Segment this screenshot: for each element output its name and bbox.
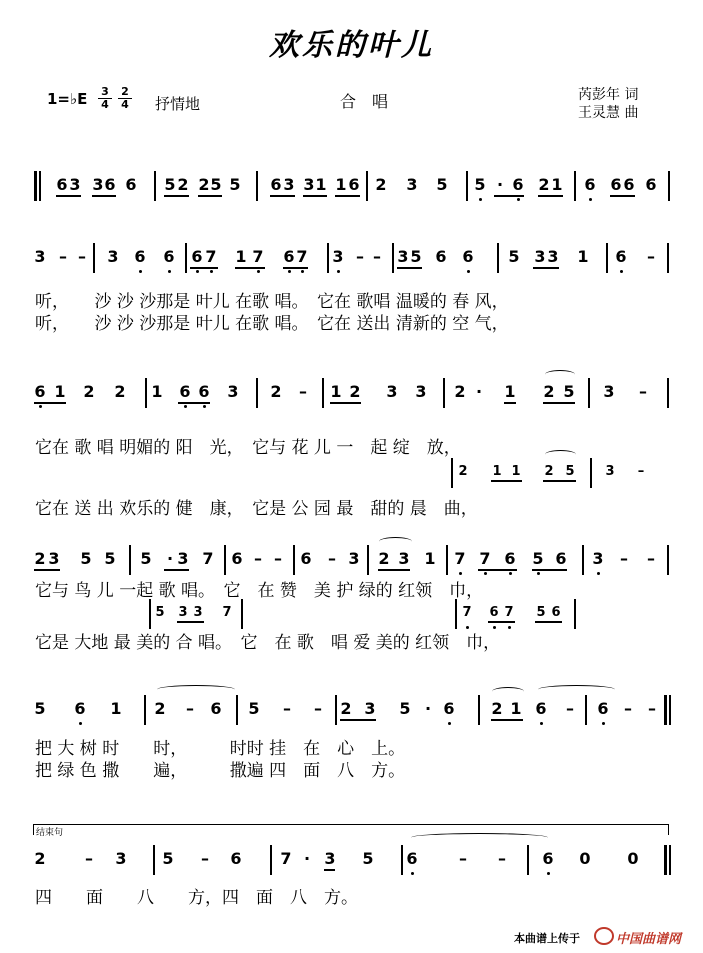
note: – [637,464,645,479]
lyrics-row5-verse2: 把 绿 色 撒 遍， 撒遍 四 面 八 方。 [35,761,406,781]
slur [379,537,412,546]
note: 6 [406,849,418,868]
staff-row-1 [0,171,703,201]
barline [669,695,671,725]
barline [401,845,403,875]
beam-underline [324,869,335,871]
staff-row-6 [0,845,703,875]
note: 7 [252,247,264,266]
coda-label: 结束句 [36,828,64,838]
note: 6 [535,699,547,718]
note: – [620,549,628,568]
lyrics-row3-verse1: 它在 歌 唱 明媚的 阳 光， 它与 花 儿 一 起 绽 放， [35,438,461,458]
barline [93,243,95,273]
barline [154,171,156,201]
note: 7 [504,605,514,620]
note: 5 [532,549,544,568]
note: 5 [155,605,165,620]
note: 6 [348,175,360,194]
note: – [186,699,194,718]
note: 6 [435,247,447,266]
note: – [639,382,647,401]
beam-underline [340,719,376,721]
note: 5 [410,247,422,266]
barline [668,171,670,201]
octave-dot [508,626,511,629]
barline [664,845,667,875]
form-label: 合 唱 [340,92,389,111]
beam-underline [164,195,189,197]
beam-underline [543,480,576,482]
note: 5 [474,175,486,194]
note: 1 [110,699,122,718]
note: – [459,849,467,868]
barline [367,545,369,575]
note: 5 [162,849,174,868]
note: – [254,549,262,568]
note: 3 [303,175,315,194]
beam-underline [303,195,327,197]
note: 2 [538,175,550,194]
note: 6 [270,175,282,194]
octave-dot [540,722,543,725]
slur [157,685,235,694]
note: 1 [577,247,589,266]
note: 3 [283,175,295,194]
note: 2 [198,175,210,194]
beam-underline [330,402,361,404]
note: 1 [235,247,247,266]
lyrics-row4-verse2: 它是 大地 最 美的 合 唱。 它 在 歌 唱 爱 美的 红领 巾， [35,633,501,653]
note: · [496,175,504,194]
note: 6 [610,175,622,194]
note: 5 [164,175,176,194]
staff-row-4-alt-b [0,599,703,629]
note: 6 [512,175,524,194]
barline [606,243,608,273]
note: – [78,247,86,266]
barline [443,378,445,408]
octave-dot [509,572,512,575]
note: 3 [107,247,119,266]
note: 5 [248,699,260,718]
note: 5 [362,849,374,868]
barline [270,845,272,875]
barline [574,171,576,201]
note: 3 [605,464,615,479]
barline [392,243,394,273]
note: – [373,247,381,266]
note: 6 [198,382,210,401]
note: 2 [34,849,46,868]
note: 6 [551,605,561,620]
note: 6 [597,699,609,718]
barline [667,378,669,408]
beam-underline [610,195,635,197]
barline [588,378,590,408]
note: 7 [454,549,466,568]
barline [236,695,238,725]
barline [590,458,592,488]
barline [34,171,37,201]
barline [322,378,324,408]
note: 5 [399,699,411,718]
beam-underline [397,267,422,269]
note: 6 [300,549,312,568]
note: 0 [627,849,639,868]
octave-dot [203,405,206,408]
note: 5 [210,175,222,194]
coda-bracket [33,824,669,835]
note: 6 [56,175,68,194]
beam-underline [92,195,116,197]
note: 7 [280,849,292,868]
lyrics-row5-verse1: 把 大 树 时 时， 时时 挂 在 心 上。 [35,739,406,759]
staff-row-2 [0,243,703,273]
barline [129,545,131,575]
octave-dot [168,270,171,273]
barline [574,599,576,629]
note: 2 [454,382,466,401]
barline [335,695,337,725]
note: 3 [177,549,189,568]
note: 2 [114,382,126,401]
barline [455,599,457,629]
note: 5 [80,549,92,568]
octave-dot [288,270,291,273]
note: · [424,699,432,718]
barline [451,458,453,488]
note: 5 [104,549,116,568]
barline [153,845,155,875]
barline [293,545,295,575]
note: 6 [462,247,474,266]
note: 5 [563,382,575,401]
note: 3 [34,247,46,266]
beam-underline [34,569,60,571]
beam-underline [532,569,567,571]
beam-underline [491,719,523,721]
note: 6 [104,175,116,194]
octave-dot [210,270,213,273]
note: · [475,382,483,401]
barline [667,545,669,575]
note: 2 [154,699,166,718]
barline [185,243,187,273]
note: 3 [227,382,239,401]
note: 3 [592,549,604,568]
lyrics-row3-verse2: 它在 送 出 欢乐的 健 康， 它是 公 园 最 甜的 晨 曲， [35,499,478,519]
beam-underline [543,402,575,404]
note: 6 [489,605,499,620]
lyricist-credit: 芮彭年 词 [578,87,639,103]
octave-dot [459,572,462,575]
time-signature-2: 2 4 [118,86,132,111]
key-signature: 1=♭E [47,90,88,108]
note: – [647,247,655,266]
barline [664,695,667,725]
beam-underline [535,621,562,623]
staff-row-5 [0,695,703,725]
octave-dot [597,572,600,575]
note: 3 [92,175,104,194]
barline [145,378,147,408]
note: 7 [462,605,472,620]
note: 2 [543,382,555,401]
note: 2 [349,382,361,401]
slur [492,687,524,696]
note: 5 [508,247,520,266]
site-name[interactable]: 中国曲谱网 [616,932,682,947]
slur [538,685,615,694]
octave-dot [479,198,482,201]
note: 3 [48,549,60,568]
lyrics-row2-verse2: 听， 沙 沙 沙那是 叶儿 在歌 唱。 它在 送出 清新的 空 气， [35,314,509,334]
octave-dot [467,270,470,273]
staff-row-4 [0,545,703,575]
beam-underline [164,569,189,571]
octave-dot [184,405,187,408]
note: 1 [315,175,327,194]
barline [144,695,146,725]
note: 2 [491,699,503,718]
octave-dot [602,722,605,725]
note: – [283,699,291,718]
octave-dot [337,270,340,273]
note: – [498,849,506,868]
lyrics-row6: 四 面 八 方，四 面 八 方。 [35,888,358,908]
note: – [624,699,632,718]
barline [667,243,669,273]
note: 6 [504,549,516,568]
beam-underline [56,195,81,197]
barline [39,171,41,201]
slur [545,450,576,459]
note: 2 [458,464,468,479]
note: 1 [151,382,163,401]
note: 1 [511,464,521,479]
note: 3 [534,247,546,266]
beam-underline [34,402,66,404]
octave-dot [484,572,487,575]
octave-dot [547,872,550,875]
note: 3 [603,382,615,401]
note: 6 [542,849,554,868]
upload-note: 本曲谱上传于 [514,932,580,945]
note: 5 [229,175,241,194]
note: 6 [210,699,222,718]
note: 1 [551,175,563,194]
note: – [356,247,364,266]
note: 3 [406,175,418,194]
note: 2 [340,699,352,718]
note: 6 [623,175,635,194]
note: 2 [270,382,282,401]
note: 7 [296,247,308,266]
note: 6 [179,382,191,401]
note: 2 [177,175,189,194]
barline [327,243,329,273]
beam-underline [494,195,524,197]
note: – [648,699,656,718]
note: 1 [504,382,516,401]
barline [366,171,368,201]
beam-underline [235,267,265,269]
octave-dot [79,722,82,725]
beam-underline [198,195,222,197]
octave-dot [196,270,199,273]
barline [669,845,671,875]
note: 6 [584,175,596,194]
note: 6 [615,247,627,266]
note: 3 [397,247,409,266]
note: 3 [324,849,336,868]
time-signature-1: 3 4 [98,86,112,111]
octave-dot [537,572,540,575]
note: 2 [34,549,46,568]
beam-underline [378,569,410,571]
note: 3 [386,382,398,401]
note: 3 [547,247,559,266]
note: 6 [163,247,175,266]
note: 6 [125,175,137,194]
beam-underline [283,267,308,269]
note: 6 [34,382,46,401]
barline [497,243,499,273]
note: 6 [134,247,146,266]
barline [224,545,226,575]
beam-underline [178,402,210,404]
note: 3 [398,549,410,568]
note: 3 [332,247,344,266]
note: – [328,549,336,568]
note: 6 [231,549,243,568]
staff-row-3 [0,378,703,408]
barline [585,695,587,725]
barline [527,845,529,875]
beam-underline [538,195,563,197]
lyrics-row2-verse1: 听， 沙 沙 沙那是 叶儿 在歌 唱。 它在 歌唱 温暖的 春 风， [35,292,509,312]
note: 6 [74,699,86,718]
beam-underline [270,195,295,197]
octave-dot [589,198,592,201]
note: – [566,699,574,718]
note: 2 [83,382,95,401]
note: – [85,849,93,868]
barline [478,695,480,725]
note: 1 [330,382,342,401]
expression-mark: 抒情地 [155,95,201,113]
note: 1 [424,549,436,568]
octave-dot [257,270,260,273]
note: 5 [34,699,46,718]
note: 0 [579,849,591,868]
staff-row-3-alt [0,458,703,488]
barline [582,545,584,575]
note: 3 [193,605,203,620]
octave-dot [139,270,142,273]
note: 2 [375,175,387,194]
note: 6 [645,175,657,194]
octave-dot [620,270,623,273]
note: 2 [544,464,554,479]
note: 6 [191,247,203,266]
note: · [303,849,311,868]
note: 5 [536,605,546,620]
note: 7 [202,549,214,568]
note: – [59,247,67,266]
beam-underline [190,267,218,269]
note: 5 [565,464,575,479]
note: 6 [555,549,567,568]
octave-dot [411,872,414,875]
beam-underline [504,402,516,404]
slur [545,370,575,379]
barline [446,545,448,575]
note: 1 [492,464,502,479]
octave-dot [448,722,451,725]
note: 7 [479,549,491,568]
octave-dot [517,198,520,201]
composer-credit: 王灵慧 曲 [578,105,639,121]
note: 3 [364,699,376,718]
note: – [274,549,282,568]
beam-underline [533,267,559,269]
octave-dot [301,270,304,273]
note: 6 [283,247,295,266]
octave-dot [39,405,42,408]
note: 2 [378,549,390,568]
note: 3 [178,605,188,620]
note: 7 [222,605,232,620]
note: 3 [115,849,127,868]
note: 3 [69,175,81,194]
note: 1 [335,175,347,194]
note: 1 [54,382,66,401]
note: 3 [415,382,427,401]
beam-underline [491,480,522,482]
note: 6 [443,699,455,718]
barline [256,378,258,408]
note: 5 [436,175,448,194]
beam-underline [335,195,360,197]
beam-underline [488,621,515,623]
note: – [201,849,209,868]
note: · [166,549,174,568]
note: 7 [205,247,217,266]
note: 5 [140,549,152,568]
note: 6 [230,849,242,868]
note: 1 [510,699,522,718]
site-logo-icon [594,927,614,945]
lyrics-row4-verse1: 它与 鸟 儿 一起 歌 唱。 它 在 赞 美 护 绿的 红领 巾， [35,581,484,601]
note: – [314,699,322,718]
note: 3 [348,549,360,568]
barline [466,171,468,201]
beam-underline [478,569,517,571]
song-title: 欢乐的叶儿 [269,28,434,63]
note: – [299,382,307,401]
note: – [647,549,655,568]
barline [256,171,258,201]
